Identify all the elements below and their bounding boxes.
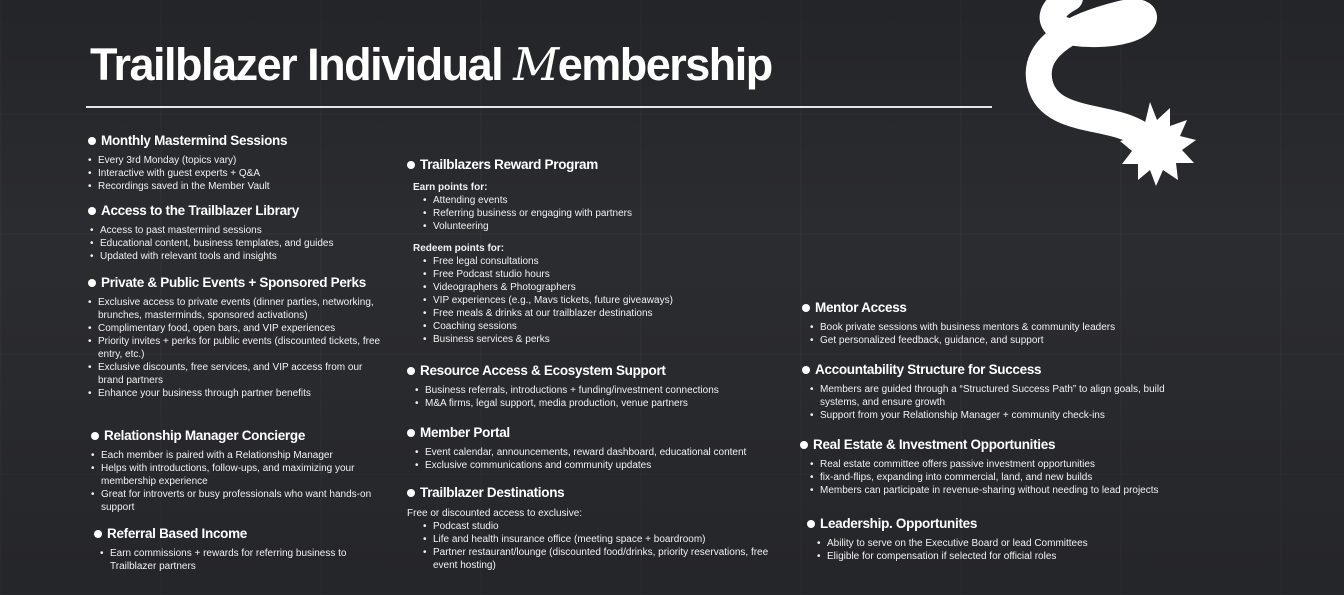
- list-item: • Videographers & Photographers: [423, 281, 747, 294]
- list-item: • Every 3rd Monday (topics vary): [88, 154, 388, 167]
- list-item: • Get personalized feedback, guidance, and support: [810, 334, 1202, 347]
- list-item: • Support from your Relationship Manager + community check-ins: [810, 409, 1202, 422]
- list-item: • Life and health insurance office (meeting space + boardroom): [423, 533, 782, 546]
- page-title: Trailblazer Individual Membership: [90, 38, 772, 91]
- list-item: • Priority invites + perks for public events (discounted tickets, free entry, etc.): [88, 335, 388, 361]
- section-heading: Real Estate & Investment Opportunities: [800, 437, 1220, 452]
- list-item: • Complimentary food, open bars, and VIP experiences: [88, 322, 388, 335]
- section-relationship-manager: [91, 428, 391, 514]
- list-item: • Volunteering: [423, 220, 747, 233]
- dot-icon: [88, 207, 96, 215]
- section-heading: Private & Public Events + Sponsored Perks: [88, 275, 388, 290]
- list-item: • Free meals & drinks at our trailblazer destinations: [423, 307, 747, 320]
- list-item: • Exclusive communications and community updates: [415, 459, 797, 472]
- dot-icon: [802, 366, 810, 374]
- dot-icon: [407, 429, 415, 437]
- title-divider: [86, 106, 992, 108]
- dot-icon: [88, 279, 96, 287]
- dot-icon: [807, 520, 815, 528]
- section-real-estate: [800, 437, 1220, 497]
- list-item: • Members can participate in revenue-sharing without needing to lead projects: [810, 484, 1220, 497]
- list-item: • Earn commissions + rewards for referring business to Trailblazer partners: [100, 547, 364, 573]
- list-item: • Partner restaurant/lounge (discounted food/drinks, priority reservations, free event hosting): [423, 546, 782, 572]
- section-heading: Resource Access & Ecosystem Support: [407, 363, 797, 378]
- list-item: • Eligible for compensation if selected for official roles: [817, 550, 1207, 563]
- list-item: • Referring business or engaging with partners: [423, 207, 747, 220]
- list-item: • Coaching sessions: [423, 320, 747, 333]
- dot-icon: [407, 161, 415, 169]
- list-item: • Free Podcast studio hours: [423, 268, 747, 281]
- dot-icon: [94, 530, 102, 538]
- title-script-letter: M: [513, 38, 558, 91]
- list-item: • Free legal consultations: [423, 255, 747, 268]
- dot-icon: [407, 489, 415, 497]
- section-heading: Access to the Trailblazer Library: [88, 203, 388, 218]
- section-leadership: [807, 516, 1207, 563]
- dot-icon: [800, 441, 808, 449]
- section-heading: Trailblazer Destinations: [407, 485, 782, 500]
- list-item: • Each member is paired with a Relationship Manager: [91, 449, 391, 462]
- section-heading: Accountability Structure for Success: [802, 362, 1202, 377]
- list-item: • Exclusive access to private events (dinner parties, networking, brunches, masterminds, sponsored activations): [88, 296, 388, 322]
- list-item: • Attending events: [423, 194, 747, 207]
- section-mastermind: [88, 133, 388, 193]
- list-item: • Business services & perks: [423, 333, 747, 346]
- section-reward-program: [407, 157, 747, 346]
- section-heading: Trailblazers Reward Program: [407, 157, 747, 172]
- section-heading: Mentor Access: [802, 300, 1202, 315]
- list-item: • Event calendar, announcements, reward dashboard, educational content: [415, 446, 797, 459]
- list-item: • Real estate committee offers passive investment opportunities: [810, 458, 1220, 471]
- list-item: • fix-and-flips, expanding into commercial, land, and new builds: [810, 471, 1220, 484]
- redeem-label: Redeem points for:: [413, 243, 505, 254]
- list-item: • Members are guided through a “Structured Success Path” to align goals, build systems, and ensure growth: [810, 383, 1202, 409]
- dot-icon: [88, 137, 96, 145]
- list-item: • Business referrals, introductions + funding/investment connections: [415, 384, 797, 397]
- list-item: • Helps with introductions, follow-ups, and maximizing your membership experience: [91, 462, 391, 488]
- section-member-portal: [407, 425, 797, 472]
- list-item: • Updated with relevant tools and insights: [90, 250, 388, 263]
- section-referral: [94, 526, 364, 573]
- list-item: • Exclusive discounts, free services, and VIP access from our brand partners: [88, 361, 388, 387]
- section-heading: Relationship Manager Concierge: [91, 428, 391, 443]
- section-resource-access: [407, 363, 797, 410]
- earn-label: Earn points for:: [413, 182, 488, 193]
- list-item: • VIP experiences (e.g., Mavs tickets, future giveaways): [423, 294, 747, 307]
- section-heading: Member Portal: [407, 425, 797, 440]
- list-item: • Educational content, business templates, and guides: [90, 237, 388, 250]
- list-item: • Ability to serve on the Executive Board or lead Committees: [817, 537, 1207, 550]
- section-mentor-access: [802, 300, 1202, 347]
- list-item: • Book private sessions with business mentors & community leaders: [810, 321, 1202, 334]
- section-heading: Referral Based Income: [94, 526, 364, 541]
- list-item: • Enhance your business through partner benefits: [88, 387, 388, 400]
- list-item: • Podcast studio: [423, 520, 782, 533]
- list-item: • Great for introverts or busy professionals who want hands-on support: [91, 488, 391, 514]
- section-destinations: [407, 485, 782, 572]
- dot-icon: [802, 304, 810, 312]
- destinations-intro: Free or discounted access to exclusive:: [407, 508, 583, 519]
- section-accountability: [802, 362, 1202, 422]
- list-item: • Interactive with guest experts + Q&A: [88, 167, 388, 180]
- dot-icon: [91, 432, 99, 440]
- section-heading: Leadership. Opportunites: [807, 516, 1207, 531]
- list-item: • Recordings saved in the Member Vault: [88, 180, 388, 193]
- list-item: • M&A firms, legal support, media production, venue partners: [415, 397, 797, 410]
- section-heading: Monthly Mastermind Sessions: [88, 133, 388, 148]
- list-item: • Access to past mastermind sessions: [90, 224, 388, 237]
- dot-icon: [407, 367, 415, 375]
- section-library: [88, 203, 388, 263]
- swirl-sun-logo-icon: [1010, 0, 1210, 204]
- section-events: [88, 275, 388, 400]
